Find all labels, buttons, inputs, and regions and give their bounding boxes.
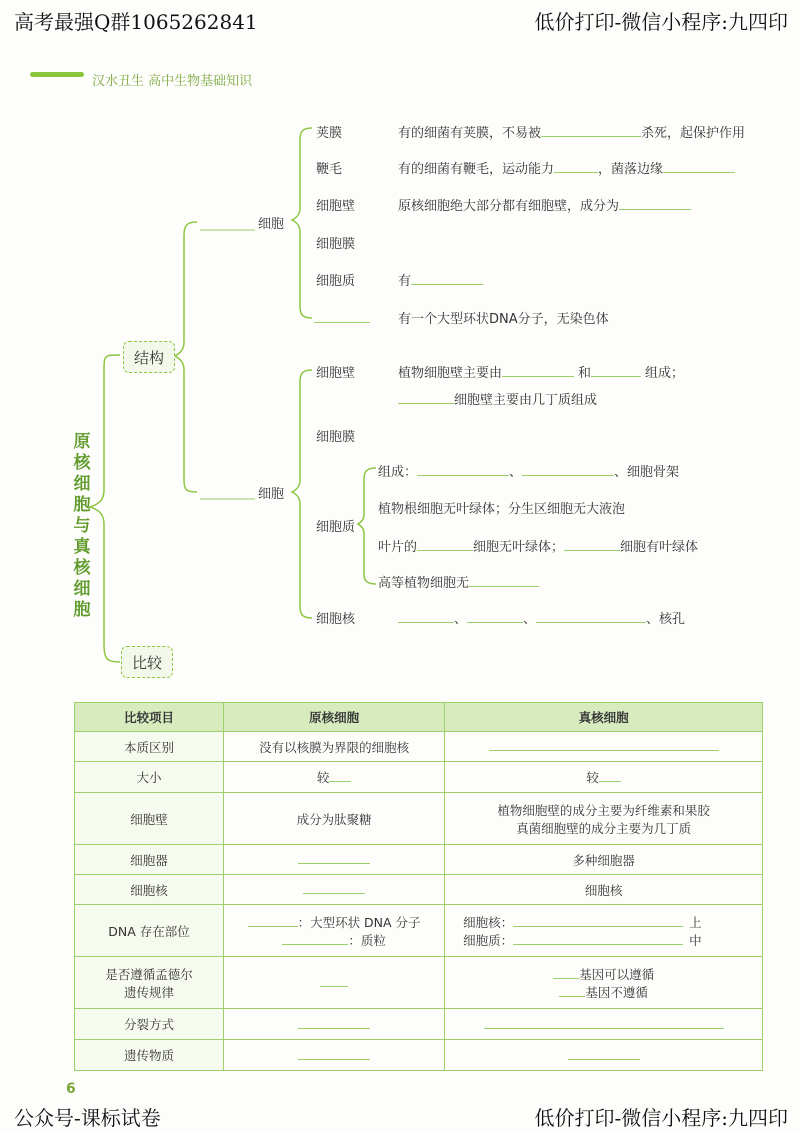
header-right: 低价打印-微信小程序:九四印 xyxy=(534,10,788,34)
table-row xyxy=(75,793,763,845)
euk-cell xyxy=(445,732,763,762)
prok-cell: ：大型环状 DNA 分子 ：质粒 xyxy=(224,905,445,957)
prok-cell xyxy=(224,957,445,1009)
compare-box: 比较 xyxy=(121,646,173,678)
prok-cell: 较 xyxy=(224,762,445,793)
table-row xyxy=(75,762,763,793)
row-key: DNA 存在部位 xyxy=(75,905,224,957)
top-caption: 汉水丑生 高中生物基础知识 xyxy=(92,74,253,89)
row-key: 遗传物质 xyxy=(75,1040,224,1071)
footer-left: 公众号-课标试卷 xyxy=(14,1106,161,1130)
row-key: 细胞器 xyxy=(75,845,224,875)
row-key: 细胞壁 xyxy=(75,793,224,845)
table-row xyxy=(75,845,763,875)
prok-row-text: 有的细菌有荚膜，不易被 杀死，起保护作用 xyxy=(398,126,746,141)
table-row xyxy=(75,1009,763,1040)
table-row xyxy=(75,732,763,762)
prok-row-label: 细胞壁 xyxy=(316,199,356,214)
row-key: 本质区别 xyxy=(75,732,224,762)
euk-cell: 多种细胞器 xyxy=(445,845,763,875)
euk-cell-label: 细胞 xyxy=(258,487,285,502)
euk-cyto-label: 细胞质 xyxy=(316,520,356,535)
prok-row-label: 荚膜 xyxy=(316,126,343,141)
vertical-title: 原核细胞与真核细胞 xyxy=(73,432,91,620)
table-row xyxy=(75,905,763,957)
table-header: 比较项目 xyxy=(75,703,224,732)
prok-row-text: 原核细胞绝大部分都有细胞壁，成分为 xyxy=(398,195,691,214)
page-number: 6 xyxy=(66,1081,76,1097)
euk-cell: 基因可以遵循 基因不遵循 xyxy=(445,957,763,1009)
header-left: 高考最强Q群1065262841 xyxy=(14,10,258,34)
table-header: 原核细胞 xyxy=(224,703,445,732)
euk-cell: 较 xyxy=(445,762,763,793)
euk-cell: 细胞核： 上 细胞质： 中 xyxy=(445,905,763,957)
euk-cell xyxy=(445,1040,763,1071)
footer-right: 低价打印-微信小程序:九四印 xyxy=(534,1106,788,1130)
prok-cell-label: 细胞 xyxy=(258,217,285,232)
prok-cell: 成分为肽聚糖 xyxy=(224,793,445,845)
prok-row-text: 有一个大型环状DNA分子，无染色体 xyxy=(398,312,609,327)
euk-cell: 植物细胞壁的成分主要为纤维素和果胶 真菌细胞壁的成分主要为几丁质 xyxy=(445,793,763,845)
structure-box: 结构 xyxy=(123,341,175,373)
table-row xyxy=(75,957,763,1009)
euk-membrane-label: 细胞膜 xyxy=(316,430,356,445)
prok-row-label: 细胞质 xyxy=(316,274,356,289)
row-key: 是否遵循孟德尔 遗传规律 xyxy=(75,957,224,1009)
row-key: 细胞核 xyxy=(75,875,224,905)
euk-cyto-comp: 组成： 、 、细胞骨架 xyxy=(378,465,680,480)
prok-row-text: 有的细菌有鞭毛，运动能力 ，菌落边缘 xyxy=(398,158,735,177)
euk-nucleus-label: 细胞核 xyxy=(316,612,356,627)
euk-cyto-line2: 植物根细胞无叶绿体；分生区细胞无大液泡 xyxy=(378,502,626,517)
euk-cell: 细胞核 xyxy=(445,875,763,905)
prok-row-label: 鞭毛 xyxy=(316,162,343,177)
prok-cell xyxy=(224,1009,445,1040)
prok-row-text: 有 xyxy=(398,270,483,289)
prok-row-label: 细胞膜 xyxy=(316,237,356,252)
euk-wall-label: 细胞壁 xyxy=(316,366,356,381)
euk-cyto-line3: 叶片的 细胞无叶绿体； 细胞有叶绿体 xyxy=(378,540,699,555)
table-header: 真核细胞 xyxy=(445,703,763,732)
table-row xyxy=(75,875,763,905)
prok-blank xyxy=(314,322,370,323)
prok-cell xyxy=(224,845,445,875)
comparison-table xyxy=(74,702,763,1071)
euk-wall-line2: 细胞壁主要由几丁质组成 xyxy=(398,389,597,408)
prok-cell: 没有以核膜为界限的细胞核 xyxy=(224,732,445,762)
row-key: 分裂方式 xyxy=(75,1009,224,1040)
euk-wall-line1: 植物细胞壁主要由 和 组成； xyxy=(398,366,685,381)
table-header-row xyxy=(75,703,763,732)
euk-cyto-line4: 高等植物细胞无 xyxy=(378,572,539,591)
table-row xyxy=(75,1040,763,1071)
prok-cell xyxy=(224,1040,445,1071)
euk-cell xyxy=(445,1009,763,1040)
prok-cell xyxy=(224,875,445,905)
euk-nucleus-text: 、 、 、核孔 xyxy=(398,608,685,627)
row-key: 大小 xyxy=(75,762,224,793)
